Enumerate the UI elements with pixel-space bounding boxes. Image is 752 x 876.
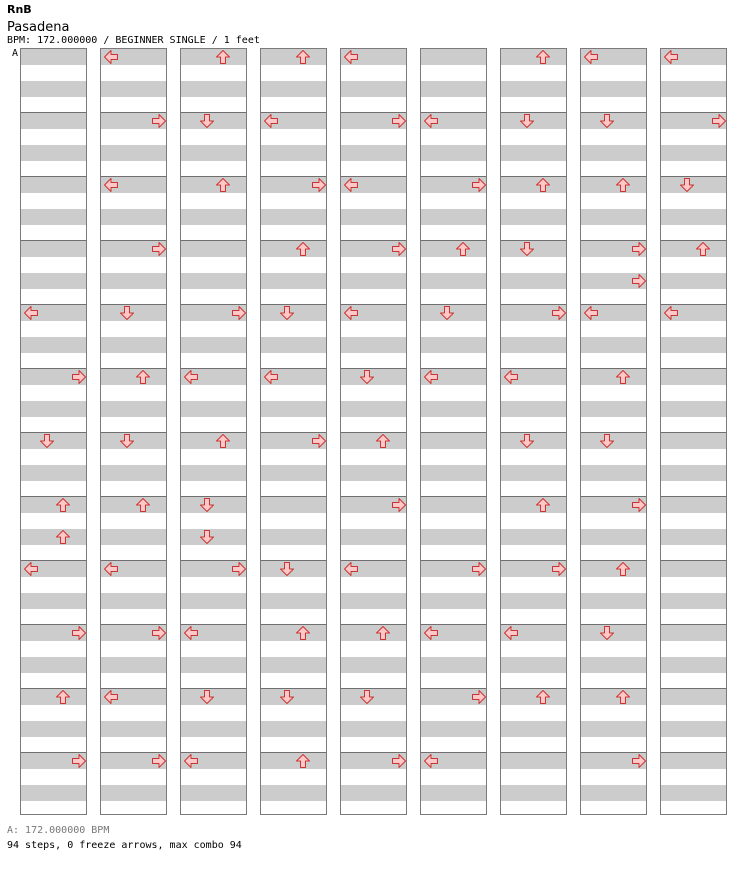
beat-band <box>101 721 166 737</box>
beat-band <box>501 401 566 417</box>
arrow-up-icon <box>295 625 311 641</box>
beat-band <box>341 593 406 609</box>
beat-band <box>581 689 646 705</box>
beat-band <box>661 497 726 513</box>
beat-band <box>501 337 566 353</box>
beat-band <box>21 241 86 257</box>
arrow-left-icon <box>343 177 359 193</box>
arrow-left-icon <box>423 369 439 385</box>
beat-band <box>501 145 566 161</box>
arrow-up-icon <box>535 689 551 705</box>
measure-line <box>261 240 326 241</box>
measure-line <box>661 624 726 625</box>
measure-line <box>581 176 646 177</box>
beat-band <box>21 113 86 129</box>
measure-line <box>661 368 726 369</box>
beat-band <box>181 593 246 609</box>
beat-band <box>261 273 326 289</box>
beat-band <box>21 273 86 289</box>
beat-band <box>21 497 86 513</box>
beat-band <box>101 273 166 289</box>
beat-band <box>261 81 326 97</box>
arrow-up-icon <box>615 369 631 385</box>
beat-band <box>341 145 406 161</box>
chart-column-4 <box>260 48 327 815</box>
beat-band <box>661 561 726 577</box>
measure-line <box>421 496 486 497</box>
beat-band <box>341 657 406 673</box>
beat-band <box>661 465 726 481</box>
arrow-left-icon <box>583 49 599 65</box>
chart-column-5 <box>340 48 407 815</box>
beat-band <box>501 81 566 97</box>
arrow-right-icon <box>631 497 647 513</box>
beat-band <box>501 689 566 705</box>
beat-band <box>21 401 86 417</box>
arrow-up-icon <box>375 625 391 641</box>
chart-column-7 <box>500 48 567 815</box>
arrow-left-icon <box>183 625 199 641</box>
beat-band <box>181 241 246 257</box>
arrow-up-icon <box>55 529 71 545</box>
arrow-down-icon <box>599 625 615 641</box>
arrow-right-icon <box>151 753 167 769</box>
arrow-down-icon <box>679 177 695 193</box>
beat-band <box>21 465 86 481</box>
measure-line <box>501 752 566 753</box>
beat-band <box>341 433 406 449</box>
beat-band <box>341 337 406 353</box>
chart-column-2 <box>100 48 167 815</box>
measure-line <box>661 688 726 689</box>
artist-name: RnB <box>7 3 32 16</box>
beat-band <box>661 241 726 257</box>
arrow-up-icon <box>615 561 631 577</box>
arrow-left-icon <box>183 753 199 769</box>
measure-line <box>181 432 246 433</box>
beat-band <box>421 721 486 737</box>
beat-band <box>341 721 406 737</box>
beat-band <box>261 753 326 769</box>
beat-band <box>581 785 646 801</box>
arrow-down-icon <box>599 113 615 129</box>
arrow-down-icon <box>199 529 215 545</box>
arrow-right-icon <box>311 177 327 193</box>
beat-band <box>21 209 86 225</box>
arrow-left-icon <box>503 625 519 641</box>
beat-band <box>181 145 246 161</box>
beat-band <box>581 337 646 353</box>
measure-line <box>661 240 726 241</box>
beat-band <box>261 49 326 65</box>
beat-band <box>261 593 326 609</box>
arrow-right-icon <box>71 369 87 385</box>
arrow-down-icon <box>119 305 135 321</box>
beat-band <box>21 145 86 161</box>
chart-column-3 <box>180 48 247 815</box>
beat-band <box>581 177 646 193</box>
bpm-marker-label: A <box>12 48 19 59</box>
measure-line <box>261 752 326 753</box>
beat-band <box>21 721 86 737</box>
beat-band <box>261 209 326 225</box>
arrow-down-icon <box>359 689 375 705</box>
beat-band <box>501 657 566 673</box>
measure-line <box>421 432 486 433</box>
arrow-up-icon <box>215 433 231 449</box>
beat-band <box>421 657 486 673</box>
beat-band <box>101 337 166 353</box>
arrow-down-icon <box>519 113 535 129</box>
arrow-up-icon <box>535 49 551 65</box>
arrow-right-icon <box>471 689 487 705</box>
beat-band <box>181 721 246 737</box>
beat-band <box>21 785 86 801</box>
arrow-up-icon <box>135 369 151 385</box>
arrow-up-icon <box>215 177 231 193</box>
arrow-left-icon <box>23 561 39 577</box>
arrow-right-icon <box>471 177 487 193</box>
arrow-right-icon <box>711 113 727 129</box>
measure-line <box>21 176 86 177</box>
beat-band <box>661 369 726 385</box>
beat-band <box>181 273 246 289</box>
beat-band <box>421 241 486 257</box>
measure-line <box>101 368 166 369</box>
beat-band <box>261 401 326 417</box>
measure-line <box>661 496 726 497</box>
beat-band <box>101 369 166 385</box>
arrow-left-icon <box>423 113 439 129</box>
arrow-right-icon <box>231 305 247 321</box>
arrow-left-icon <box>343 305 359 321</box>
beat-band <box>341 625 406 641</box>
beat-band <box>581 369 646 385</box>
beat-band <box>261 465 326 481</box>
measure-line <box>181 240 246 241</box>
arrow-down-icon <box>519 433 535 449</box>
beat-band <box>21 593 86 609</box>
arrow-left-icon <box>263 369 279 385</box>
beat-band <box>501 177 566 193</box>
bpm-legend: A: 172.000000 BPM <box>7 825 110 836</box>
beat-band <box>421 81 486 97</box>
arrow-right-icon <box>151 241 167 257</box>
beat-band <box>581 401 646 417</box>
chart-column-9 <box>660 48 727 815</box>
beat-band <box>581 209 646 225</box>
beat-band <box>421 593 486 609</box>
beat-band <box>501 497 566 513</box>
beat-band <box>181 209 246 225</box>
beat-band <box>21 337 86 353</box>
beat-band <box>661 433 726 449</box>
beat-band <box>341 529 406 545</box>
beat-band <box>261 529 326 545</box>
beat-band <box>661 209 726 225</box>
arrow-right-icon <box>311 433 327 449</box>
arrow-down-icon <box>279 689 295 705</box>
beat-band <box>21 49 86 65</box>
beat-band <box>581 145 646 161</box>
measure-line <box>581 688 646 689</box>
beat-band <box>421 145 486 161</box>
measure-line <box>341 432 406 433</box>
beat-band <box>261 145 326 161</box>
beat-band <box>661 145 726 161</box>
beat-band <box>181 337 246 353</box>
beat-band <box>581 593 646 609</box>
measure-line <box>21 240 86 241</box>
beat-band <box>181 49 246 65</box>
beat-band <box>101 81 166 97</box>
arrow-left-icon <box>103 49 119 65</box>
measure-line <box>341 624 406 625</box>
beat-band <box>181 81 246 97</box>
beat-band <box>661 753 726 769</box>
measure-line <box>261 624 326 625</box>
beat-band <box>501 465 566 481</box>
arrow-down-icon <box>199 689 215 705</box>
beat-band <box>341 209 406 225</box>
arrow-up-icon <box>615 689 631 705</box>
beat-band <box>581 529 646 545</box>
beat-band <box>501 273 566 289</box>
beat-band <box>101 465 166 481</box>
beat-band <box>661 593 726 609</box>
beat-band <box>421 273 486 289</box>
measure-line <box>661 560 726 561</box>
arrow-right-icon <box>71 625 87 641</box>
arrow-down-icon <box>599 433 615 449</box>
arrow-down-icon <box>519 241 535 257</box>
beat-band <box>261 721 326 737</box>
beat-band <box>101 593 166 609</box>
beat-band <box>341 785 406 801</box>
arrow-up-icon <box>55 497 71 513</box>
beat-band <box>581 721 646 737</box>
beat-band <box>661 273 726 289</box>
beat-band <box>181 465 246 481</box>
chart-info: BPM: 172.000000 / BEGINNER SINGLE / 1 feet <box>7 35 260 46</box>
song-title: Pasadena <box>7 20 70 35</box>
arrow-up-icon <box>295 753 311 769</box>
beat-band <box>101 401 166 417</box>
arrow-down-icon <box>39 433 55 449</box>
beat-band <box>261 657 326 673</box>
beat-band <box>661 81 726 97</box>
beat-band <box>261 785 326 801</box>
arrow-right-icon <box>391 241 407 257</box>
arrow-right-icon <box>551 561 567 577</box>
chart-column-6 <box>420 48 487 815</box>
arrow-left-icon <box>343 49 359 65</box>
arrow-left-icon <box>103 177 119 193</box>
beat-band <box>661 657 726 673</box>
beat-band <box>661 721 726 737</box>
arrow-up-icon <box>455 241 471 257</box>
arrow-up-icon <box>375 433 391 449</box>
arrow-left-icon <box>423 625 439 641</box>
beat-band <box>501 209 566 225</box>
beat-band <box>261 497 326 513</box>
chart-column-8 <box>580 48 647 815</box>
beat-band <box>421 337 486 353</box>
arrow-down-icon <box>279 305 295 321</box>
arrow-up-icon <box>695 241 711 257</box>
arrow-right-icon <box>391 753 407 769</box>
beat-band <box>101 209 166 225</box>
beat-band <box>101 497 166 513</box>
arrow-right-icon <box>471 561 487 577</box>
beat-band <box>581 657 646 673</box>
beat-band <box>341 401 406 417</box>
beat-band <box>421 465 486 481</box>
beat-band <box>421 433 486 449</box>
beat-band <box>341 81 406 97</box>
arrow-up-icon <box>295 241 311 257</box>
beat-band <box>501 721 566 737</box>
measure-line <box>21 496 86 497</box>
beat-band <box>261 241 326 257</box>
arrow-left-icon <box>343 561 359 577</box>
beat-band <box>101 145 166 161</box>
beat-band <box>421 209 486 225</box>
arrow-right-icon <box>631 273 647 289</box>
arrow-left-icon <box>423 753 439 769</box>
beat-band <box>21 689 86 705</box>
beat-band <box>181 657 246 673</box>
arrow-left-icon <box>663 305 679 321</box>
beat-band <box>661 625 726 641</box>
arrow-right-icon <box>391 497 407 513</box>
arrow-up-icon <box>615 177 631 193</box>
beat-band <box>421 785 486 801</box>
beat-band <box>101 529 166 545</box>
arrow-right-icon <box>631 241 647 257</box>
beat-band <box>581 561 646 577</box>
beat-band <box>341 273 406 289</box>
arrow-left-icon <box>23 305 39 321</box>
arrow-right-icon <box>551 305 567 321</box>
beat-band <box>101 657 166 673</box>
arrow-right-icon <box>231 561 247 577</box>
arrow-left-icon <box>103 689 119 705</box>
beat-band <box>421 529 486 545</box>
beat-band <box>181 785 246 801</box>
arrow-down-icon <box>439 305 455 321</box>
beat-band <box>661 689 726 705</box>
beat-band <box>421 497 486 513</box>
arrow-down-icon <box>199 113 215 129</box>
measure-line <box>501 688 566 689</box>
beat-band <box>501 785 566 801</box>
arrow-up-icon <box>215 49 231 65</box>
measure-line <box>661 752 726 753</box>
arrow-left-icon <box>103 561 119 577</box>
beat-band <box>501 529 566 545</box>
arrow-up-icon <box>55 689 71 705</box>
measure-line <box>21 688 86 689</box>
arrow-right-icon <box>71 753 87 769</box>
beat-band <box>261 625 326 641</box>
beat-band <box>661 337 726 353</box>
arrow-up-icon <box>535 177 551 193</box>
arrow-up-icon <box>135 497 151 513</box>
measure-line <box>661 432 726 433</box>
beat-band <box>21 81 86 97</box>
arrow-left-icon <box>583 305 599 321</box>
beat-band <box>181 433 246 449</box>
measure-line <box>101 496 166 497</box>
beat-band <box>661 401 726 417</box>
arrow-down-icon <box>119 433 135 449</box>
measure-line <box>581 368 646 369</box>
arrow-left-icon <box>183 369 199 385</box>
arrow-right-icon <box>151 113 167 129</box>
beat-band <box>21 657 86 673</box>
beat-band <box>421 49 486 65</box>
chart-column-1 <box>20 48 87 815</box>
arrow-down-icon <box>279 561 295 577</box>
beat-band <box>581 81 646 97</box>
arrow-up-icon <box>535 497 551 513</box>
step-statistics: 94 steps, 0 freeze arrows, max combo 94 <box>7 840 242 851</box>
measure-line <box>421 240 486 241</box>
arrow-right-icon <box>391 113 407 129</box>
arrow-left-icon <box>663 49 679 65</box>
beat-band <box>261 337 326 353</box>
beat-band <box>181 177 246 193</box>
arrow-right-icon <box>151 625 167 641</box>
arrow-left-icon <box>503 369 519 385</box>
arrow-down-icon <box>199 497 215 513</box>
beat-band <box>101 785 166 801</box>
beat-band <box>341 465 406 481</box>
beat-band <box>181 401 246 417</box>
beat-band <box>661 785 726 801</box>
beat-band <box>501 49 566 65</box>
measure-line <box>501 176 566 177</box>
measure-line <box>181 176 246 177</box>
beat-band <box>421 401 486 417</box>
measure-line <box>261 496 326 497</box>
measure-line <box>581 560 646 561</box>
beat-band <box>21 529 86 545</box>
measure-line <box>21 112 86 113</box>
beat-band <box>581 465 646 481</box>
arrow-left-icon <box>263 113 279 129</box>
beat-band <box>501 593 566 609</box>
arrow-right-icon <box>631 753 647 769</box>
measure-line <box>501 496 566 497</box>
arrow-down-icon <box>359 369 375 385</box>
arrow-up-icon <box>295 49 311 65</box>
beat-band <box>21 177 86 193</box>
beat-band <box>501 753 566 769</box>
beat-band <box>661 529 726 545</box>
